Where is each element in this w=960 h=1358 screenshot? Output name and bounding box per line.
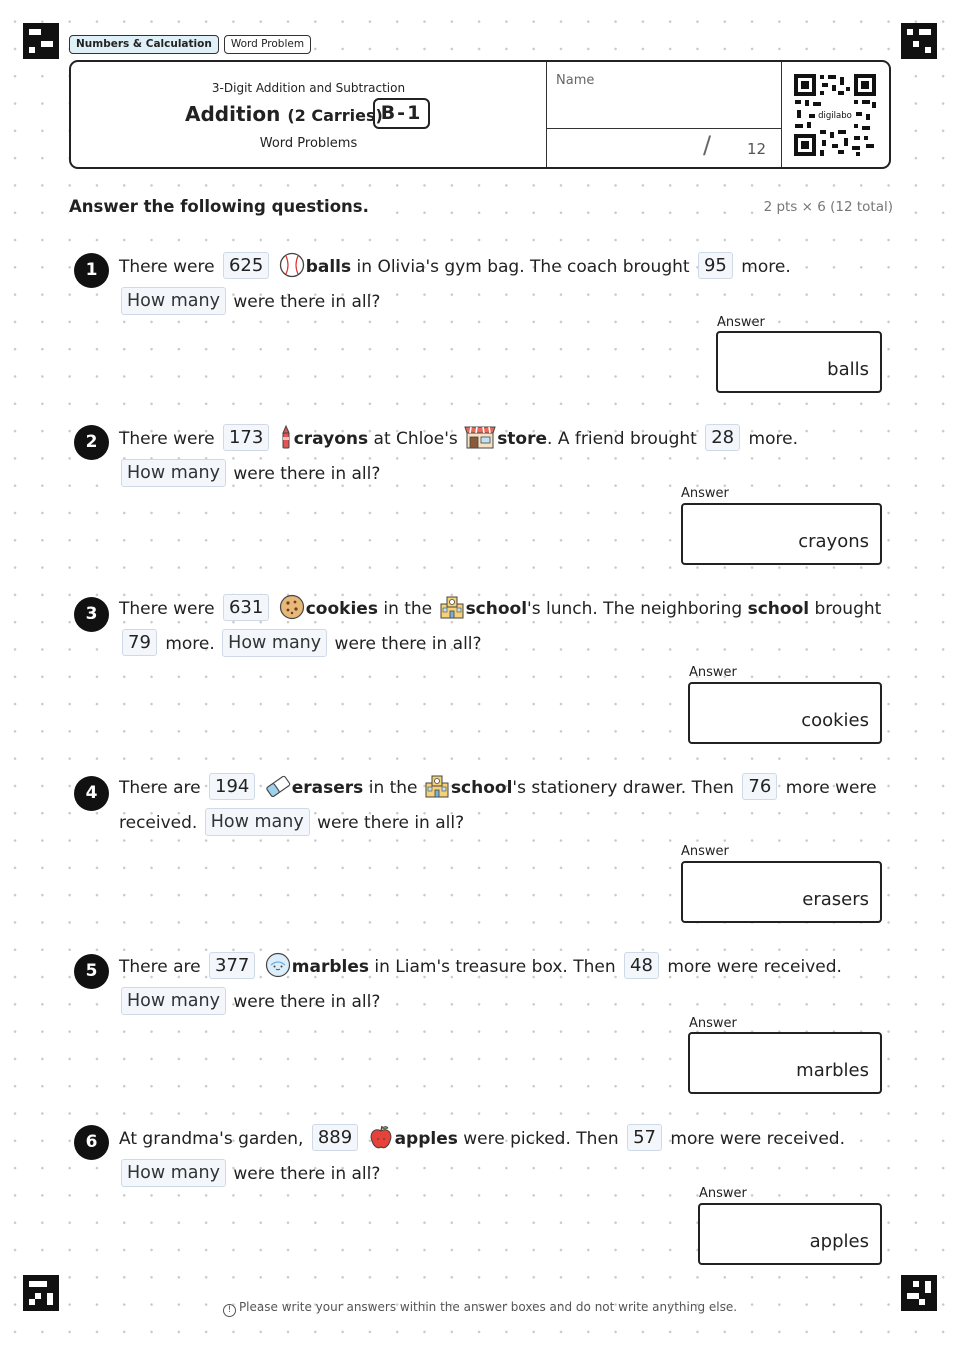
apple-icon — [368, 1124, 394, 1150]
how-many-box: How many — [121, 287, 226, 315]
q-text-part: were there in all? — [233, 1164, 381, 1184]
qr-label: digilabo — [818, 111, 852, 121]
q-text-part: 's lunch. The neighboring — [527, 599, 743, 619]
answer-box[interactable] — [698, 1203, 882, 1265]
item-name: store — [497, 429, 548, 449]
q-text-part: There were — [119, 429, 215, 449]
how-many-box: How many — [121, 459, 226, 487]
q-text-part: at Chloe's — [373, 429, 458, 449]
question-text — [119, 422, 889, 492]
question-text — [119, 1122, 889, 1192]
number-box: 48 — [624, 952, 659, 979]
item-name: crayons — [293, 429, 369, 449]
crayon-icon — [279, 424, 293, 450]
answer-box[interactable] — [681, 503, 882, 565]
footer-text: Please write your answers within the answer boxes and do not write anything else. — [238, 1300, 738, 1314]
question-number: 4 — [74, 776, 109, 811]
q-text-part: more were received. — [119, 778, 877, 833]
q-text-part: There were — [119, 599, 215, 619]
q-text-part: There are — [119, 778, 201, 798]
question-text — [119, 250, 889, 320]
how-many-box: How many — [121, 1159, 226, 1187]
number-box: 95 — [698, 252, 733, 279]
q-text-part: more. — [741, 257, 791, 277]
baseball-icon — [279, 252, 305, 278]
q-text-part: in Olivia's gym bag. The coach brought — [356, 257, 690, 277]
number-box: 889 — [312, 1124, 358, 1151]
name-label: Name — [556, 73, 595, 88]
question-number: 5 — [74, 954, 109, 989]
question-number: 3 — [74, 597, 109, 632]
answer-box[interactable] — [688, 1032, 882, 1094]
eraser-icon — [265, 773, 291, 799]
store-icon — [464, 424, 496, 450]
item-name: erasers — [291, 778, 364, 798]
corner-marker-top-right — [901, 23, 937, 59]
q-text-part: in the — [368, 778, 418, 798]
school-icon — [424, 773, 450, 799]
how-many-box: How many — [222, 629, 327, 657]
instruction-text: Answer the following questions. — [69, 197, 372, 216]
number-box: 377 — [209, 952, 255, 979]
item-name: balls — [305, 257, 352, 277]
cookie-icon — [279, 594, 305, 620]
answer-label: Answer — [689, 1016, 737, 1031]
title-suffix: (2 Carries) — [287, 106, 383, 125]
question-number: 2 — [74, 425, 109, 460]
q-text-part: in the — [383, 599, 433, 619]
q-text-part: were there in all? — [233, 292, 381, 312]
number-box: 194 — [209, 773, 255, 800]
q-text-part: more. — [748, 429, 798, 449]
number-box: 57 — [627, 1124, 662, 1151]
number-box: 631 — [223, 594, 269, 621]
page-title — [185, 102, 383, 126]
marble-icon — [265, 952, 291, 978]
level-badge: B-1 — [373, 98, 430, 129]
question-number: 6 — [74, 1125, 109, 1160]
item-name: school — [465, 599, 528, 619]
q-text-part: were there in all? — [233, 992, 381, 1012]
answer-unit: marbles — [796, 1060, 869, 1081]
number-box: 79 — [122, 629, 157, 656]
answer-box[interactable] — [688, 682, 882, 744]
answer-box[interactable] — [681, 861, 882, 923]
score-slash: / — [703, 131, 712, 159]
item-name: cookies — [305, 599, 378, 619]
q-text-part: There are — [119, 957, 201, 977]
q-text-part: were there in all? — [334, 634, 482, 654]
number-box: 28 — [705, 424, 740, 451]
answer-unit: cookies — [801, 710, 869, 731]
unit-subtitle: 3-Digit Addition and Subtraction — [211, 81, 406, 95]
answer-label: Answer — [681, 486, 729, 501]
score-field[interactable] — [547, 128, 781, 167]
school-icon — [439, 594, 465, 620]
answer-label: Answer — [699, 1186, 747, 1201]
answer-unit: erasers — [802, 889, 869, 910]
tag-type: Word Problem — [224, 35, 311, 54]
q-text-part: . A friend brought — [547, 429, 697, 449]
q-text-part: At grandma's garden, — [119, 1129, 304, 1149]
q-text-part: 's stationery drawer. Then — [512, 778, 734, 798]
q-text-part: were there in all? — [317, 813, 465, 833]
item-name: marbles — [291, 957, 369, 977]
how-many-box: How many — [121, 987, 226, 1015]
answer-unit: crayons — [798, 531, 869, 552]
q-text-part: were there in all? — [233, 464, 381, 484]
q-text-part: more. — [165, 634, 215, 654]
answer-unit: balls — [827, 359, 869, 380]
number-box: 76 — [742, 773, 777, 800]
worksheet-type: Word Problems — [259, 136, 358, 151]
points-info: 2 pts × 6 (12 total) — [763, 199, 893, 215]
q-text-part: more were received. — [670, 1129, 845, 1149]
question-text — [119, 950, 889, 1020]
name-score-area — [546, 62, 782, 167]
info-icon: ! — [223, 1304, 236, 1317]
q-text-part: in Liam's treasure box. Then — [374, 957, 616, 977]
answer-unit: apples — [809, 1231, 869, 1252]
answer-box[interactable] — [716, 331, 882, 393]
q-text-part: There were — [119, 257, 215, 277]
tag-category: Numbers & Calculation — [69, 35, 219, 54]
answer-label: Answer — [681, 844, 729, 859]
title-area — [71, 62, 546, 167]
footer-note — [0, 1300, 960, 1317]
item-name: apples — [394, 1129, 458, 1149]
category-tags — [69, 35, 311, 54]
item-name: school — [747, 599, 810, 619]
worksheet-header — [69, 60, 891, 169]
answer-label: Answer — [717, 315, 765, 330]
corner-marker-top-left — [23, 23, 59, 59]
question-text — [119, 771, 889, 841]
qr-code-icon — [793, 73, 877, 157]
title-text: Addition — [185, 102, 281, 126]
question-text — [119, 592, 889, 662]
score-total: 12 — [747, 140, 767, 158]
item-name: school — [450, 778, 513, 798]
q-text-part: more were received. — [667, 957, 842, 977]
number-box: 173 — [223, 424, 269, 451]
how-many-box: How many — [205, 808, 310, 836]
number-box: 625 — [223, 252, 269, 279]
q-text-part: brought — [814, 599, 882, 619]
answer-label: Answer — [689, 665, 737, 680]
question-number: 1 — [74, 253, 109, 288]
q-text-part: were picked. Then — [463, 1129, 619, 1149]
